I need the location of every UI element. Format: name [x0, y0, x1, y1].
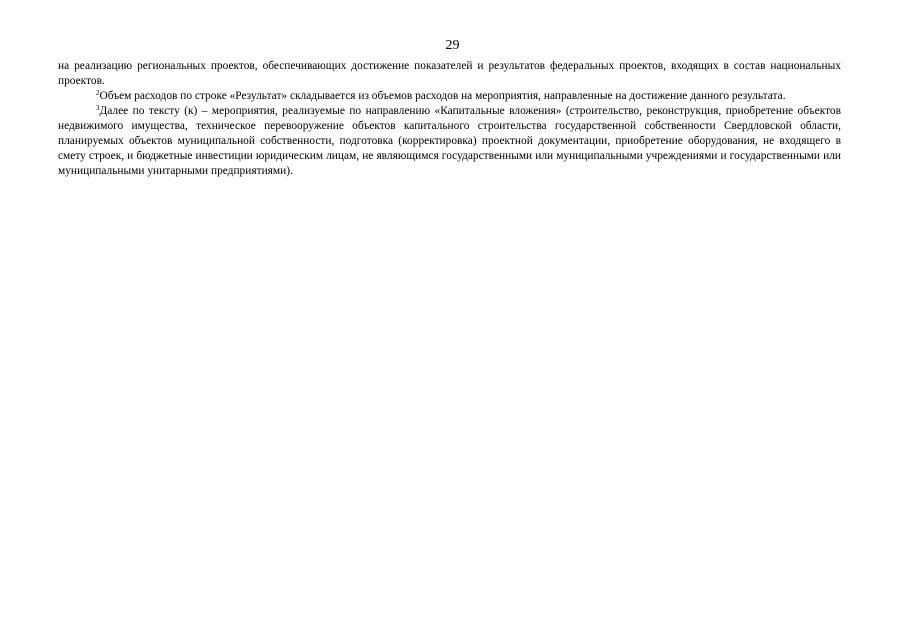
footnotes-section [58, 59, 841, 179]
page-number: 29 [445, 38, 460, 53]
footnote-3 [58, 104, 841, 179]
footnote-text: на реализацию региональных проектов, обеспечивающих достижение показателей и результатов федеральных проектов, входящих в состав национальных проектов. [58, 60, 841, 87]
footnote-2 [58, 89, 841, 104]
footnote-continuation [58, 59, 841, 89]
footnote-text: Объем расходов по строке «Результат» складывается из объемов расходов на мероприятия, направленные на достижение данного результата. [99, 90, 786, 102]
footnote-text: Далее по тексту (к) – мероприятия, реализуемые по направлению «Капитальные вложения» (строительство, реконструкция, приобретение объектов недвижимого имущества, техническое перевооружение объектов капитального строительства государственной собственности Свердловской области, планируемых объектов муниципальной собственности, подготовка (корректировка) проектной документации, приобретение оборудования, не входящего в смету строек, и бюджетные инвестиции юридическим лицам, не являющимся государственными или муниципальными учреждениями и государственными или муниципальными унитарными предприятиями). [58, 105, 841, 177]
footnote-marker: 3 [96, 104, 100, 112]
footnote-marker: 2 [96, 89, 100, 97]
